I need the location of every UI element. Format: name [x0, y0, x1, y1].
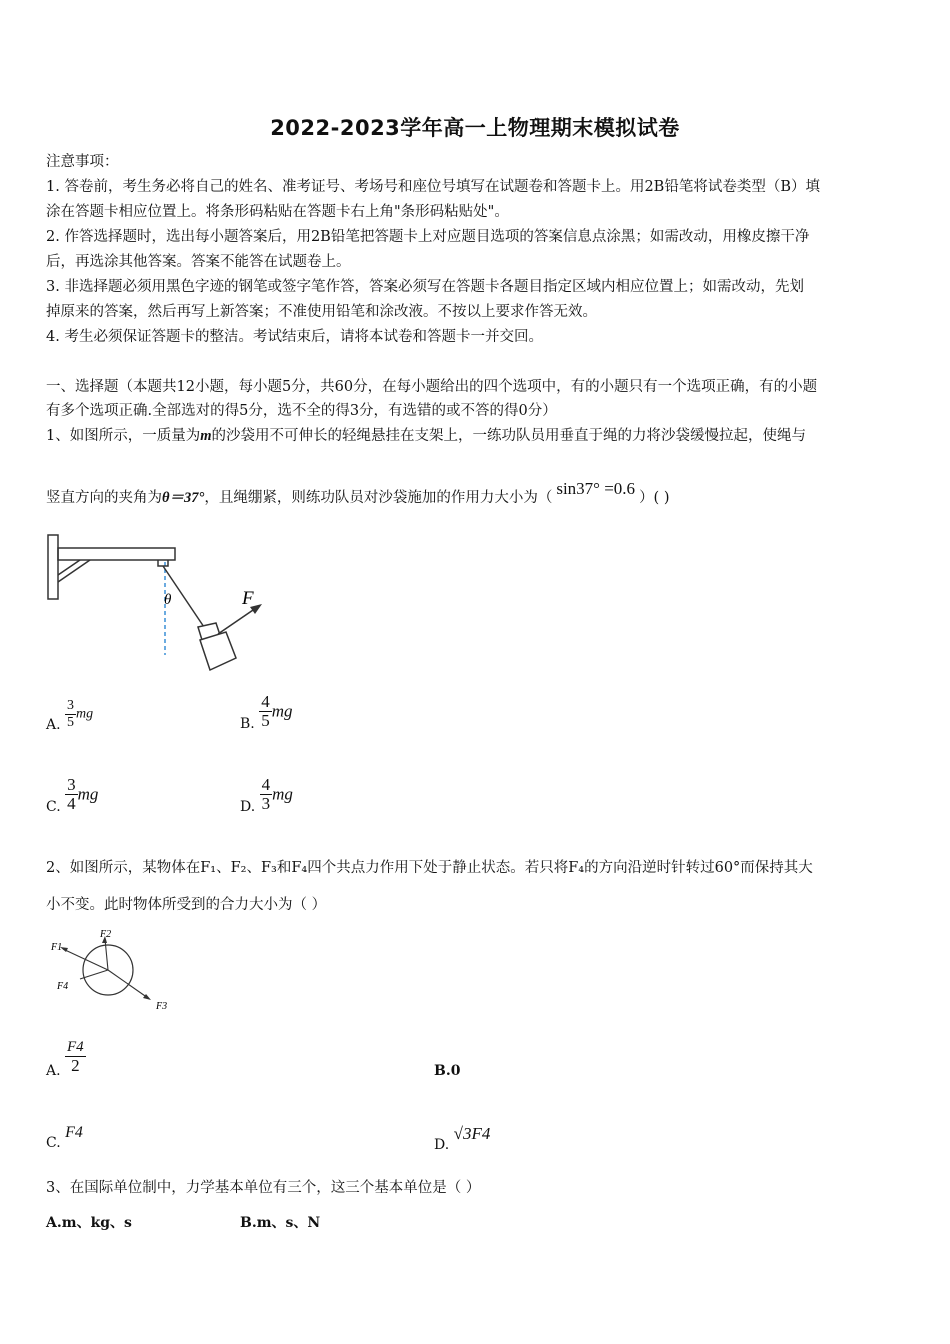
q3-option-a[interactable]: A.m、kg、s [46, 1215, 132, 1231]
theta-label: θ [164, 592, 172, 608]
f3-label: F3 [156, 1001, 168, 1012]
f1-line [63, 949, 108, 970]
q3-stem: 3、在国际单位制中，力学基本单位有三个，这三个基本单位是（ ） [46, 1180, 481, 1196]
notice-line: 2. 作答选择题时，选出每小题答案后，用2B铅笔把答题卡上对应题目选项的答案信息点涂黑；如需改动，用橡皮擦干净 [46, 229, 810, 245]
q2-option-a[interactable]: A. $\frac{F4}{2}$ [46, 1039, 84, 1079]
q1-option-d[interactable]: D. $\frac{4}{3}$ mg [240, 775, 293, 815]
notice-line: 涂在答题卡相应位置上。将条形码粘贴在答题卡右上角"条形码粘贴处"。 [46, 204, 509, 220]
page-title: 2022-2023学年高一上物理期末模拟试卷 [270, 116, 680, 140]
f4-line [80, 970, 108, 979]
q2-stem-line2: 小不变。此时物体所受到的合力大小为（ ） [46, 897, 327, 913]
notice-line: 掉原来的答案，然后再写上新答案；不准使用铅笔和涂改液。不按以上要求作答无效。 [46, 304, 597, 320]
notice-heading: 注意事项： [46, 154, 119, 170]
q1-stem-line1: 1、如图所示，一质量为m的沙袋用不可伸长的轻绳悬挂在支架上，一练功队员用垂直于绳的力将沙袋缓慢拉起，使绳与 [46, 428, 807, 444]
q1-option-c[interactable]: C. $\frac{3}{4}$ mg [46, 775, 99, 815]
sandbag [198, 623, 236, 670]
notice-line: 3. 非选择题必须用黑色字迹的钢笔或签字笔作答，答案必须写在答题卡各题目指定区域内相应位置上；如需改动，先划 [46, 279, 804, 295]
section-header: 有多个选项正确.全部选对的得5分，选不全的得3分，有选错的或不答的得0分） [46, 403, 557, 419]
q1-stem-line2: 竖直方向的夹角为θ＝37°，且绳绷紧，则练功队员对沙袋施加的作用力大小为（ sin37° =0.6 ）( ) [46, 479, 670, 506]
force-arrow [218, 608, 256, 634]
q2-stem-line1: 2、如图所示，某物体在F₁、F₂、F₃和F₄四个共点力作用下处于静止状态。若只将F₄的方向沿逆时针转过60°而保持其大 [46, 860, 813, 876]
notice-line: 1. 答卷前，考生务必将自己的姓名、准考证号、考场号和座位号填写在试题卷和答题卡上。用2B铅笔将试卷类型（B）填 [46, 179, 820, 195]
notice-line: 4. 考生必须保证答题卡的整洁。考试结束后，请将本试卷和答题卡一并交回。 [46, 329, 543, 345]
q2-option-c[interactable]: C. F4 [46, 1124, 83, 1151]
wall-bracket [48, 535, 175, 599]
q2-option-d[interactable]: D. √3F4 [434, 1124, 491, 1153]
notice-line: 后，再选涂其他答案。答案不能答在试题卷上。 [46, 254, 351, 270]
f2-line [105, 939, 108, 970]
f1-label: F1 [51, 942, 63, 953]
force-label: F [242, 588, 254, 609]
section-header: 一、选择题（本题共12小题，每小题5分，共60分，在每小题给出的四个选项中，有的小题只有一个选项正确，有的小题 [46, 379, 818, 395]
q1-figure [40, 530, 280, 675]
q2-option-b[interactable]: B.0 [434, 1063, 461, 1079]
q3-option-b[interactable]: B.m、s、N [240, 1215, 321, 1231]
q1-option-a[interactable]: A. $\frac{3}{5}$ mg [46, 698, 94, 733]
f2-label: F2 [100, 929, 112, 940]
q1-option-b[interactable]: B. $\frac{4}{5}$ mg [240, 692, 293, 732]
q2-figure [45, 925, 185, 1017]
f4-label: F4 [57, 981, 69, 992]
q1-formula: sin37° =0.6 [556, 479, 636, 498]
